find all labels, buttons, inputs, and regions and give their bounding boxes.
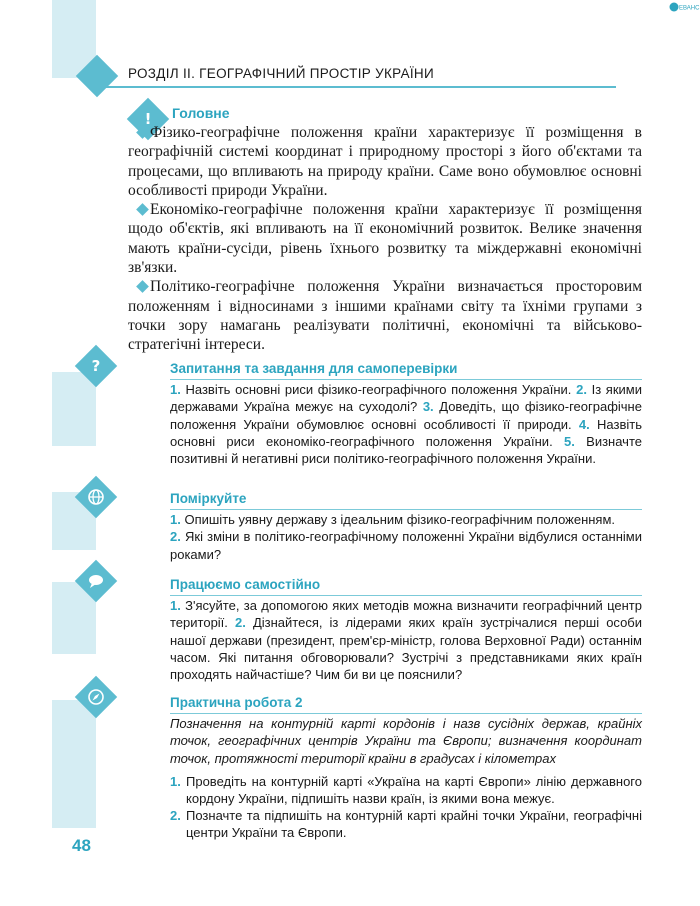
independent-text: 1. З'ясуйте, за допомогою яких методів можна визначити географічний центр території. 2. Дізнайтеся, із лідерами яких країн зустрічалися перші особи нашої держави (президент, прем'єр-міністр, голова Верховної Ради) останнім часом. Які питання обговорювали? Зустрічі з представниками яких країн проходять найчастіше? Чим би ви це пояснили? [170, 598, 643, 683]
practical-rule [170, 713, 642, 714]
main-summary [128, 105, 642, 355]
page-number: 48 [72, 836, 91, 855]
svg-text:ЕВАНС: ЕВАНС [679, 5, 700, 12]
chapter-title: РОЗДІЛ ІІ. ГЕОГРАФІЧНИЙ ПРОСТІР УКРАЇНИ [128, 66, 434, 81]
diamond-bullet-icon [136, 281, 149, 294]
think-item: 2. Які зміни в політико-географічному положенні України відбулися останніми роками? [170, 529, 642, 562]
think-title: Поміркуйте [170, 491, 247, 506]
practical-item: 2. Позначте та підпишіть на контурній карті крайні точки України, географічні центри України та Європи. [170, 808, 642, 841]
summary-paragraph: Політико-географічне положення України визначається просторовим положенням і відносинами з іншими країнами світу та їхніми групами з точки зору намагань реалізувати політичні, економічні та військово-стратегічні інтереси. [128, 278, 642, 354]
publisher-logo [669, 2, 700, 12]
practical-strip [52, 700, 96, 828]
speech-bubble-icon [81, 566, 111, 596]
questions-rule [170, 379, 642, 380]
practical-item: 1. Проведіть на контурній карті «Україна на карті Європи» лінію державного кордону України, підпишіть назви країн, із якими вона межує. [170, 773, 642, 807]
diamond-bullet-icon [136, 126, 149, 139]
independent-section [170, 576, 642, 683]
think-rule [170, 509, 642, 510]
exclamation-icon: ! [144, 110, 152, 128]
compass-icon [81, 682, 111, 712]
main-heading: Головне [172, 105, 230, 121]
independent-rule [170, 595, 642, 596]
summary-paragraph: Фізико-географічне положення країни характеризує її розміщення в географічній системі координат і природному просторі з його об'єктами та процесами, що впливають на природу країни. Саме воно обумовлює основні особливості природи України. [128, 124, 642, 199]
questions-strip [52, 372, 96, 446]
questions-section [170, 360, 642, 467]
think-item: 1. Опишіть уявну державу з ідеальним фізико-географічним положенням. [170, 512, 616, 528]
summary-paragraph: Економіко-географічне положення країни характеризує її розміщення щодо об'єктів, які впливають на її економічний розвиток. Велике значення мають країни-сусіди, рівень їхнього розвитку та міждержавні економічні зв'язки. [128, 201, 642, 277]
question-icon: ? [91, 357, 101, 375]
independent-title: Працюємо самостійно [170, 577, 321, 592]
globe-icon [81, 482, 111, 512]
header-divider [96, 86, 616, 88]
practical-list [170, 773, 642, 842]
think-section [170, 490, 642, 563]
questions-title: Запитання та завдання для самоперевірки [170, 361, 458, 376]
diamond-bullet-icon [136, 203, 149, 216]
questions-text: 1. Назвіть основні риси фізико-географічного положення України. 2. Із якими державами Україна межує на суходолі? 3. Доведіть, що фізико-географічне положення України обумовлює основні особливості її природи. 4. Назвіть основні риси економіко-географічного положення України. 5. Визначте позитивні й негативні риси політико-географічного положення України. [170, 382, 642, 467]
practical-section [170, 694, 642, 842]
practical-subtitle: Позначення на контурній карті кордонів і назв сусідніх держав, крайніх точок, географічних центрів України та Європи; визначення координат точок, протяжності території країни в градусах і кілометрах [170, 716, 642, 766]
practical-title: Практична робота 2 [170, 695, 303, 710]
